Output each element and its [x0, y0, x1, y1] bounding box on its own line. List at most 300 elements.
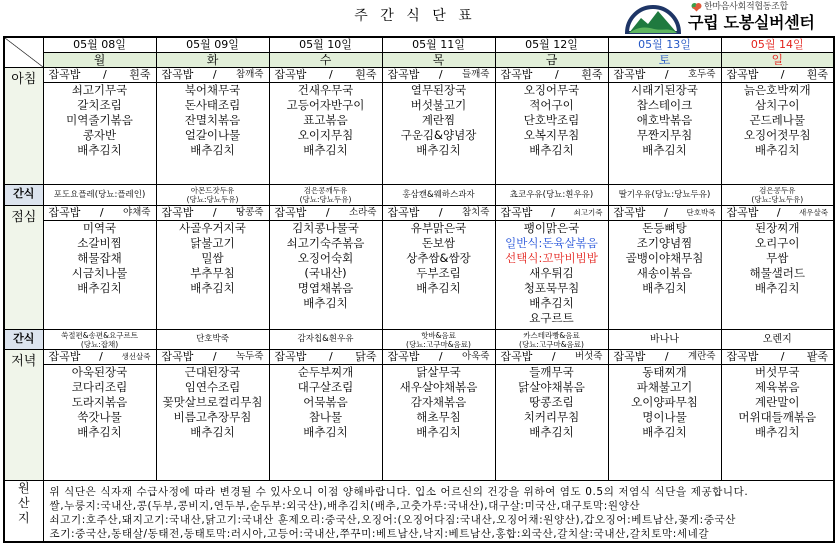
menu-item: 얼갈이나물 [184, 128, 241, 142]
porridge-label: 흰죽 [129, 68, 151, 81]
slash-separator: / [212, 350, 217, 363]
slash-separator: / [780, 350, 785, 363]
snack-text: 딸기우유(당뇨:당뇨두유) [618, 189, 711, 200]
menu-item: 닭살야채볶음 [518, 380, 585, 394]
rice-porridge-line [722, 68, 834, 83]
menu-item: 선택식:꼬막비빔밥 [505, 251, 598, 265]
weekday-header-thu: 목 [382, 53, 495, 68]
breakfast-cell-thu [382, 68, 495, 185]
porridge-label: 새우살죽 [799, 208, 828, 217]
porridge-label: 땅콩죽 [235, 207, 264, 218]
porridge-label: 흰죽 [355, 68, 377, 81]
menu-item: 북어채무국 [184, 83, 241, 97]
menu-item: 청포묵무침 [523, 281, 580, 295]
menu-item: 배추김치 [529, 143, 574, 157]
dinner-box [722, 350, 834, 480]
breakfast-box [44, 68, 156, 184]
meal-label-text: 아침 [11, 72, 37, 87]
menu-item: 부추무침 [190, 266, 235, 280]
porridge-label: 들깨죽 [461, 69, 490, 80]
slash-separator: / [780, 68, 785, 81]
menu-item: 돈등뼈탕 [642, 221, 687, 235]
menu-item: 미역국 [82, 221, 117, 235]
porridge-label: 아욱죽 [461, 351, 490, 362]
lunch-box [722, 206, 834, 329]
menu-item: 쇠고기무국 [71, 83, 128, 97]
dinner-box [609, 350, 721, 480]
date-header-sun: 05월 14일 [721, 37, 834, 53]
menu-item: 대구살조림 [297, 380, 354, 394]
rice-label: 잡곡밥 [161, 350, 194, 363]
meal-label-text: 간식 [13, 187, 35, 200]
rice-label: 잡곡밥 [48, 68, 81, 81]
rice-porridge-line [44, 350, 156, 365]
meal-label-snack_pm [4, 330, 43, 350]
origin-label-text: 원산지 [17, 481, 30, 525]
menu-item: 들깨무국 [529, 365, 574, 379]
menu-item: 미역줄기볶음 [66, 113, 133, 127]
menu-item: 배추김치 [77, 143, 122, 157]
slash-separator: / [438, 350, 443, 363]
menu-item: 된장찌개 [755, 221, 800, 235]
menu-item: 무쌈 [766, 251, 789, 265]
menu-item: 오리구이 [755, 236, 800, 250]
lunch-box [609, 206, 721, 329]
porridge-label: 생선살죽 [121, 352, 151, 361]
porridge-label: 단호박죽 [686, 208, 716, 217]
snack_pm-box [722, 330, 834, 349]
menu-item: 열무된장국 [410, 83, 467, 97]
snack_pm-cell-sat [608, 330, 721, 350]
snack_am-box [722, 185, 834, 205]
menu-item: 파채불고기 [636, 380, 693, 394]
row-snack_am [4, 185, 834, 206]
menu-item: 코다리조림 [71, 380, 128, 394]
menu-item: 적어구이 [529, 98, 574, 112]
rice-label: 잡곡밥 [613, 350, 646, 363]
slash-separator: / [99, 206, 104, 219]
snack-text: 아몬드잣두유 [190, 186, 235, 195]
origin-line: 쇠고기:호주산,돼지고기:국내산,닭고기:국내산 훈제오리:중국산,오징어:(오징어다짐:국내산,오징어채:원양산),갑오징어:베트남산,꽃게:중국산 [49, 514, 737, 526]
menu-item: 머위대들깨볶음 [738, 410, 817, 424]
snack_pm-box [270, 330, 382, 349]
menu-item: 애호박볶음 [636, 113, 693, 127]
lunch-cell-wed [269, 206, 382, 330]
snack-text: 감자칩&흰우유 [297, 334, 354, 344]
menu-item: 계란찜 [421, 113, 456, 127]
rice-porridge-line [270, 206, 382, 221]
rice-label: 잡곡밥 [161, 68, 194, 81]
rice-porridge-line [383, 350, 495, 365]
rice-label: 잡곡밥 [613, 68, 646, 81]
weekday-header-wed: 수 [269, 53, 382, 68]
menu-item: 건새우무국 [297, 83, 354, 97]
mountain-emblem-icon [624, 1, 682, 34]
menu-item: 해초무침 [416, 410, 461, 424]
snack-text: (당뇨:당뇨두유) [751, 195, 804, 204]
slash-separator: / [328, 350, 333, 363]
lunch-cell-sat [608, 206, 721, 330]
breakfast-box [722, 68, 834, 184]
row-snack_pm [4, 330, 834, 350]
menu-item: 구운김&양념장 [400, 128, 477, 142]
breakfast-box [609, 68, 721, 184]
slash-separator: / [99, 350, 103, 363]
porridge-label: 버섯죽 [574, 351, 603, 362]
menu-item: 계란말이 [755, 395, 800, 409]
slash-separator: / [664, 206, 668, 219]
snack_pm-cell-mon [43, 330, 156, 350]
menu-item: 쇠고기숙주볶음 [286, 236, 365, 250]
menu-item: 돈보쌈 [421, 236, 456, 250]
slash-separator: / [554, 68, 559, 81]
lunch-cell-mon [43, 206, 156, 330]
rice-porridge-line [44, 68, 156, 83]
menu-item: 배추김치 [755, 143, 800, 157]
menu-item: 순두부찌개 [297, 365, 354, 379]
menu-item: 배추김치 [529, 296, 574, 310]
row-dinner [4, 350, 834, 481]
menu-item: 시금치나물 [71, 266, 128, 280]
rice-label: 잡곡밥 [500, 206, 533, 219]
lunch-box [157, 206, 269, 329]
date-header-tue: 05월 09일 [156, 37, 269, 53]
slash-separator: / [212, 68, 217, 81]
slash-separator: / [664, 68, 669, 81]
snack-text: 카스테라빵&음료 [523, 330, 580, 340]
menu-item: 배추김치 [642, 281, 687, 295]
menu-item: 무짠지무침 [636, 128, 693, 142]
menu-item: 배추김치 [416, 281, 461, 295]
weekday-header-fri: 금 [495, 53, 608, 68]
rice-porridge-line [383, 68, 495, 83]
rice-label: 잡곡밥 [500, 68, 533, 81]
origin-line: 쌀,누룽지:국내산,콩(두부,콩비지,연두부,순두부:외국산),배추김치(배추,고춧가루:국내산),대구살:미국산,대구토막:원양산 [49, 500, 641, 512]
rice-label: 잡곡밥 [161, 206, 194, 219]
menu-item: 오징어젓무침 [743, 128, 811, 142]
snack_pm-cell-thu [382, 330, 495, 350]
menu-item: 쑥갓나물 [77, 410, 122, 424]
menu-item: 배추김치 [190, 143, 235, 157]
porridge-label: 녹두죽 [235, 351, 264, 362]
slash-separator: / [551, 206, 555, 219]
slash-separator: / [102, 68, 107, 81]
porridge-label: 소라죽 [348, 207, 377, 218]
dinner-box [383, 350, 495, 480]
snack_am-cell-fri [495, 185, 608, 206]
snack-text: 쑥절편&송편&요구르트 [61, 330, 138, 340]
date-header-fri: 05월 12일 [495, 37, 608, 53]
snack_pm-box [157, 330, 269, 349]
slash-separator: / [664, 350, 669, 363]
center-name: 구립 도봉실버센터 [688, 13, 815, 32]
page-title: 주 간 식 단 표 [354, 8, 476, 24]
rice-porridge-line [157, 68, 269, 83]
dinner-box [44, 350, 156, 480]
menu-item: 도라지볶음 [71, 395, 128, 409]
menu-item: 오징어숙회 [297, 251, 354, 265]
rice-label: 잡곡밥 [274, 206, 307, 219]
menu-item: 소갈비찜 [77, 236, 122, 250]
row-lunch [4, 206, 834, 330]
porridge-label: 야채죽 [122, 207, 151, 218]
porridge-label: 닭죽 [355, 350, 377, 363]
menu-item: 오복지무침 [523, 128, 580, 142]
breakfast-box [383, 68, 495, 184]
rice-label: 잡곡밥 [387, 206, 420, 219]
porridge-label: 참깨죽 [235, 69, 264, 80]
weekday-row [4, 53, 834, 68]
snack-text: 검은콩두유 [759, 186, 796, 195]
menu-item: 제육볶음 [755, 380, 800, 394]
rice-label: 잡곡밥 [48, 350, 81, 363]
rice-porridge-line [496, 206, 608, 221]
meal-label-text: 점심 [11, 210, 37, 225]
weekday-header-mon: 월 [43, 53, 156, 68]
snack_pm-cell-tue [156, 330, 269, 350]
menu-item: 배추김치 [642, 143, 687, 157]
menu-item: 근대된장국 [184, 365, 241, 379]
slash-separator: / [438, 206, 443, 219]
date-header-wed: 05월 10일 [269, 37, 382, 53]
slash-separator: / [212, 206, 217, 219]
snack-text: 쵸코우유(당뇨:흰우유) [509, 189, 594, 200]
menu-item: 갈치조림 [77, 98, 122, 112]
menu-item: 아욱된장국 [71, 365, 128, 379]
rice-porridge-line [609, 350, 721, 365]
origin-label [4, 481, 43, 543]
menu-item: 요구르트 [529, 311, 574, 325]
rice-porridge-line [722, 350, 834, 365]
meal-label-text: 저녁 [11, 354, 37, 369]
meal-label-snack_am [4, 185, 43, 206]
origin-box [44, 481, 834, 541]
menu-item: 상추쌈&쌈장 [406, 251, 471, 265]
snack-text: 바나나 [650, 334, 679, 345]
rice-label: 잡곡밥 [274, 68, 307, 81]
menu-item: 새우튀김 [529, 266, 574, 280]
breakfast-cell-tue [156, 68, 269, 185]
rice-label: 잡곡밥 [726, 350, 759, 363]
snack_am-box [157, 185, 269, 205]
snack_pm-cell-sun [721, 330, 834, 350]
snack-text: (당뇨:잡채) [80, 339, 119, 349]
snack_pm-cell-wed [269, 330, 382, 350]
origin-notes [43, 481, 834, 543]
corner-cell [4, 37, 43, 68]
menu-item: 명엽채볶음 [297, 281, 354, 295]
dinner-cell-sat [608, 350, 721, 481]
snack_am-cell-sat [608, 185, 721, 206]
rice-label: 잡곡밥 [613, 206, 646, 219]
breakfast-cell-fri [495, 68, 608, 185]
slash-separator: / [328, 68, 333, 81]
rice-porridge-line [496, 350, 608, 365]
lunch-box [383, 206, 495, 329]
dinner-cell-wed [269, 350, 382, 481]
menu-item: 버섯불고기 [410, 98, 467, 112]
menu-item: 찹스테이크 [636, 98, 693, 112]
date-header-sat: 05월 13일 [608, 37, 721, 53]
menu-item: 버섯무국 [755, 365, 800, 379]
slash-separator: / [776, 206, 781, 219]
menu-item: 돈사태조림 [184, 98, 241, 112]
porridge-label: 쇠고기죽 [573, 208, 603, 217]
meal-label-text: 간식 [13, 332, 35, 345]
snack_am-cell-sun [721, 185, 834, 206]
menu-item: 배추김치 [190, 425, 235, 439]
weekday-header-tue: 화 [156, 53, 269, 68]
snack_pm-box [609, 330, 721, 349]
menu-item: 임연수조림 [184, 380, 241, 394]
menu-item: 땅콩조림 [529, 395, 574, 409]
row-breakfast [4, 68, 834, 185]
rice-label: 잡곡밥 [500, 350, 533, 363]
center-logo [624, 0, 832, 35]
lunch-box [270, 206, 382, 329]
lunch-cell-fri [495, 206, 608, 330]
lunch-cell-thu [382, 206, 495, 330]
breakfast-cell-wed [269, 68, 382, 185]
menu-item: 밀쌈 [201, 251, 224, 265]
menu-item: 조기양념찜 [636, 236, 693, 250]
menu-item: 골뱅이야채무침 [625, 251, 704, 265]
rice-label: 잡곡밥 [274, 350, 307, 363]
menu-item: 닭불고기 [190, 236, 235, 250]
dinner-box [157, 350, 269, 480]
weekday-header-sat: 토 [608, 53, 721, 68]
lunch-box [496, 206, 608, 329]
dinner-cell-sun [721, 350, 834, 481]
menu-item: 배추김치 [77, 281, 122, 295]
snack_pm-box [44, 330, 156, 349]
porridge-label: 흰죽 [581, 68, 603, 81]
menu-item: 꽃맛살브로컬리무침 [162, 395, 263, 409]
meal-label-dinner [4, 350, 43, 481]
snack-text: (당뇨:당뇨두유) [299, 195, 352, 204]
snack_am-cell-thu [382, 185, 495, 206]
menu-item: 치커리무침 [523, 410, 580, 424]
rice-porridge-line [609, 68, 721, 83]
snack_am-box [609, 185, 721, 205]
rice-porridge-line [157, 350, 269, 365]
snack_pm-box [496, 330, 608, 349]
menu-item: 배추김치 [416, 143, 461, 157]
menu-item: 배추김치 [416, 425, 461, 439]
porridge-label: 참치죽 [461, 207, 490, 218]
menu-item: 배추김치 [303, 296, 348, 310]
menu-item: 배추김치 [190, 281, 235, 295]
snack-text: 검은콩깨두유 [303, 186, 348, 195]
menu-item: 해물샐러드 [749, 266, 806, 280]
snack-text: 포도요플레(당뇨:플레인) [53, 189, 146, 200]
porridge-label: 호두죽 [687, 69, 716, 80]
menu-item: 배추김치 [755, 281, 800, 295]
snack_am-cell-mon [43, 185, 156, 206]
snack-text: (당뇨:고구마&음료) [519, 339, 584, 349]
snack-text: 단호박죽 [196, 334, 229, 344]
date-header-mon: 05월 08일 [43, 37, 156, 53]
row-origin [4, 481, 834, 543]
cooperative-name: 한마음사회적협동조합 [704, 2, 788, 12]
menu-item: 배추김치 [303, 143, 348, 157]
date-row [4, 37, 834, 53]
menu-item: 시래기된장국 [631, 83, 698, 97]
meal-label-lunch [4, 206, 43, 330]
menu-item: 배추김치 [642, 425, 687, 439]
menu-item: 배추김치 [77, 425, 122, 439]
weekly-menu-table [3, 36, 835, 543]
dinner-cell-mon [43, 350, 156, 481]
menu-item: 오이양파무침 [631, 395, 698, 409]
menu-item: 유부맑은국 [410, 221, 467, 235]
rice-porridge-line [496, 68, 608, 83]
slash-separator: / [438, 68, 443, 81]
snack_am-box [383, 185, 495, 205]
menu-item: 사골우거지국 [179, 221, 246, 235]
porridge-label: 흰죽 [806, 68, 828, 81]
slash-separator: / [325, 206, 330, 219]
dinner-cell-fri [495, 350, 608, 481]
snack_pm-cell-fri [495, 330, 608, 350]
date-header-thu: 05월 11일 [382, 37, 495, 53]
lunch-box [44, 206, 156, 329]
rice-porridge-line [270, 68, 382, 83]
rice-label: 잡곡밥 [726, 206, 759, 219]
snack_am-box [270, 185, 382, 205]
porridge-label: 계란죽 [687, 351, 716, 362]
snack_am-box [496, 185, 608, 205]
meal-label-breakfast [4, 68, 43, 185]
snack-text: 홍삼캔&웨하스과자 [402, 189, 475, 200]
dinner-box [496, 350, 608, 480]
menu-item: 동태찌개 [642, 365, 687, 379]
menu-item: 참나물 [308, 410, 343, 424]
porridge-label: 팥죽 [806, 350, 828, 363]
menu-item: 오이지무침 [297, 128, 354, 142]
menu-item: 닭살무국 [416, 365, 461, 379]
rice-porridge-line [383, 206, 495, 221]
rice-porridge-line [157, 206, 269, 221]
rice-porridge-line [44, 206, 156, 221]
lunch-cell-sun [721, 206, 834, 330]
menu-item: 두부조림 [416, 266, 461, 280]
snack-text: (당뇨:당뇨두유) [186, 195, 239, 204]
menu-item: 잔멸치볶음 [184, 113, 241, 127]
snack-text: 핫바&음료 [421, 330, 456, 340]
menu-item: 삼치구이 [755, 98, 800, 112]
snack_am-cell-wed [269, 185, 382, 206]
snack_am-box [44, 185, 156, 205]
menu-item: 어묵볶음 [303, 395, 348, 409]
menu-item: (국내산) [304, 266, 347, 280]
rice-label: 잡곡밥 [48, 206, 81, 219]
rice-porridge-line [270, 350, 382, 365]
menu-item: 팽이맑은국 [523, 221, 580, 235]
menu-item: 김치콩나물국 [292, 221, 359, 235]
breakfast-cell-sun [721, 68, 834, 185]
menu-item: 콩자반 [82, 128, 117, 142]
menu-item: 표고볶음 [303, 113, 348, 127]
rice-label: 잡곡밥 [387, 350, 420, 363]
snack-text: 오렌지 [762, 334, 792, 345]
snack_am-cell-tue [156, 185, 269, 206]
menu-item: 배추김치 [529, 425, 574, 439]
breakfast-box [270, 68, 382, 184]
dinner-cell-tue [156, 350, 269, 481]
breakfast-box [157, 68, 269, 184]
menu-item: 배추김치 [755, 425, 800, 439]
